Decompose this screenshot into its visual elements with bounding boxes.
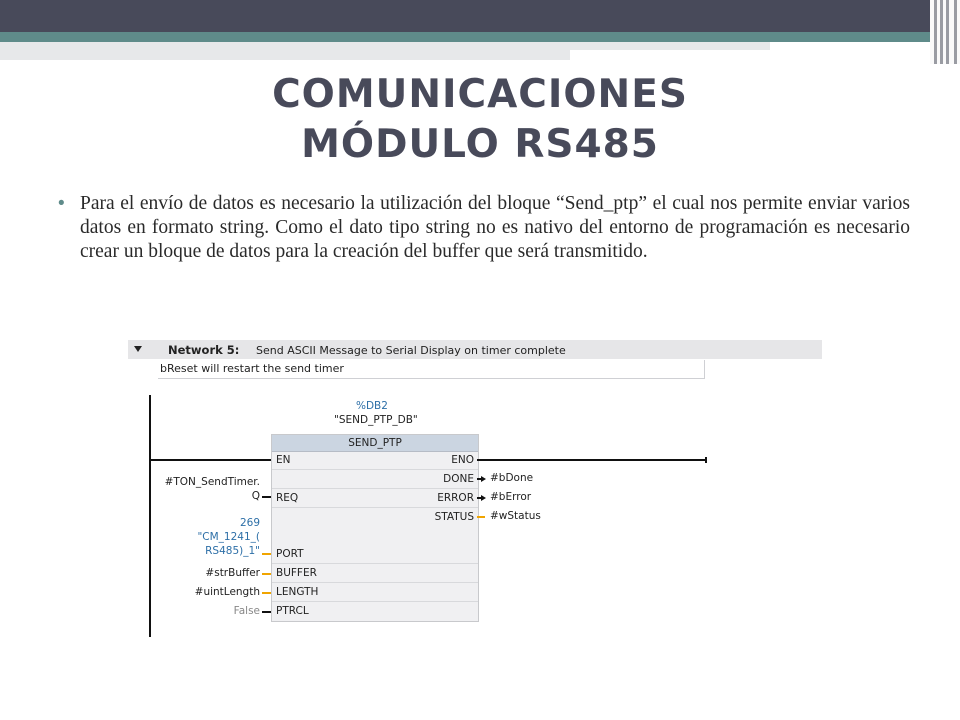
req-param-line1[interactable]: #TON_SendTimer. [164, 476, 260, 488]
network-comment[interactable]: Send ASCII Message to Serial Display on timer complete [256, 344, 566, 357]
port-wire [262, 553, 271, 555]
pin-status: STATUS [434, 511, 474, 523]
status-param[interactable]: #wStatus [490, 510, 541, 522]
collapse-arrow-icon[interactable] [134, 346, 142, 352]
header-rule [570, 50, 890, 53]
pin-done: DONE [443, 473, 474, 485]
pin-row-status [272, 509, 478, 526]
pin-buffer: BUFFER [276, 567, 317, 579]
pin-row-length [272, 584, 478, 602]
port-number[interactable]: 269 [239, 517, 260, 529]
db-name: "SEND_PTP_DB" [334, 414, 418, 426]
network-name: Network 5: [168, 343, 240, 357]
error-param[interactable]: #bError [490, 491, 532, 503]
error-arrow-icon [481, 495, 486, 501]
pin-ptrcl: PTRCL [276, 605, 309, 617]
length-wire [262, 592, 271, 594]
pin-row-req [272, 490, 478, 508]
done-arrow-icon [481, 476, 486, 482]
eno-wire [477, 459, 705, 461]
title-line-2: MÓDULO RS485 [301, 122, 659, 167]
pin-row-ptrcl [272, 603, 478, 620]
power-rail [149, 395, 151, 637]
network-subcomment[interactable] [158, 360, 705, 379]
block-title: SEND_PTP [272, 435, 478, 452]
network-subcomment-text: bReset will restart the send timer [160, 362, 344, 375]
req-wire [262, 496, 271, 498]
slide-title [160, 70, 800, 170]
corner-decoration [930, 0, 960, 64]
pin-port: PORT [276, 548, 304, 560]
header-rule-short [775, 61, 890, 64]
pin-row-done [272, 471, 478, 489]
send-ptp-block[interactable] [271, 434, 479, 622]
network-header[interactable] [128, 340, 822, 359]
rung-end-mark [705, 457, 707, 463]
header-shade [0, 42, 570, 60]
header-band [0, 0, 960, 32]
done-param[interactable]: #bDone [490, 472, 534, 484]
pin-row-buffer [272, 565, 478, 583]
pin-length: LENGTH [276, 586, 319, 598]
en-wire [149, 459, 271, 461]
bullet-icon: • [58, 193, 65, 214]
pin-row-en [272, 452, 478, 470]
ptrcl-wire [262, 611, 271, 613]
buffer-wire [262, 573, 271, 575]
pin-row-port [272, 546, 478, 564]
buffer-param[interactable]: #strBuffer [205, 567, 260, 579]
req-param-line2[interactable]: Q [251, 490, 260, 502]
port-param-line1[interactable]: "CM_1241_( [197, 531, 260, 543]
pin-req: REQ [276, 492, 299, 504]
accent-band [0, 32, 930, 42]
port-param-line2[interactable]: RS485)_1" [205, 545, 260, 557]
title-line-1: COMUNICACIONES [272, 72, 688, 117]
db-number: %DB2 [356, 400, 388, 412]
bullet-paragraph: Para el envío de datos es necesario la utilización del bloque “Send_ptp” el cual nos permite enviar varios datos en formato string. Como el dato tipo string no es nativo del entorno de programación es necesario crear un bloque de datos para la creación del buffer que será transmitido. [80, 193, 910, 262]
pin-en: EN [276, 454, 291, 466]
length-param[interactable]: #uintLength [194, 586, 260, 598]
ladder-network-screenshot [128, 340, 828, 640]
status-wire [477, 516, 485, 518]
pin-error: ERROR [437, 492, 474, 504]
ptrcl-param[interactable]: False [233, 605, 260, 617]
pin-eno: ENO [451, 454, 474, 466]
